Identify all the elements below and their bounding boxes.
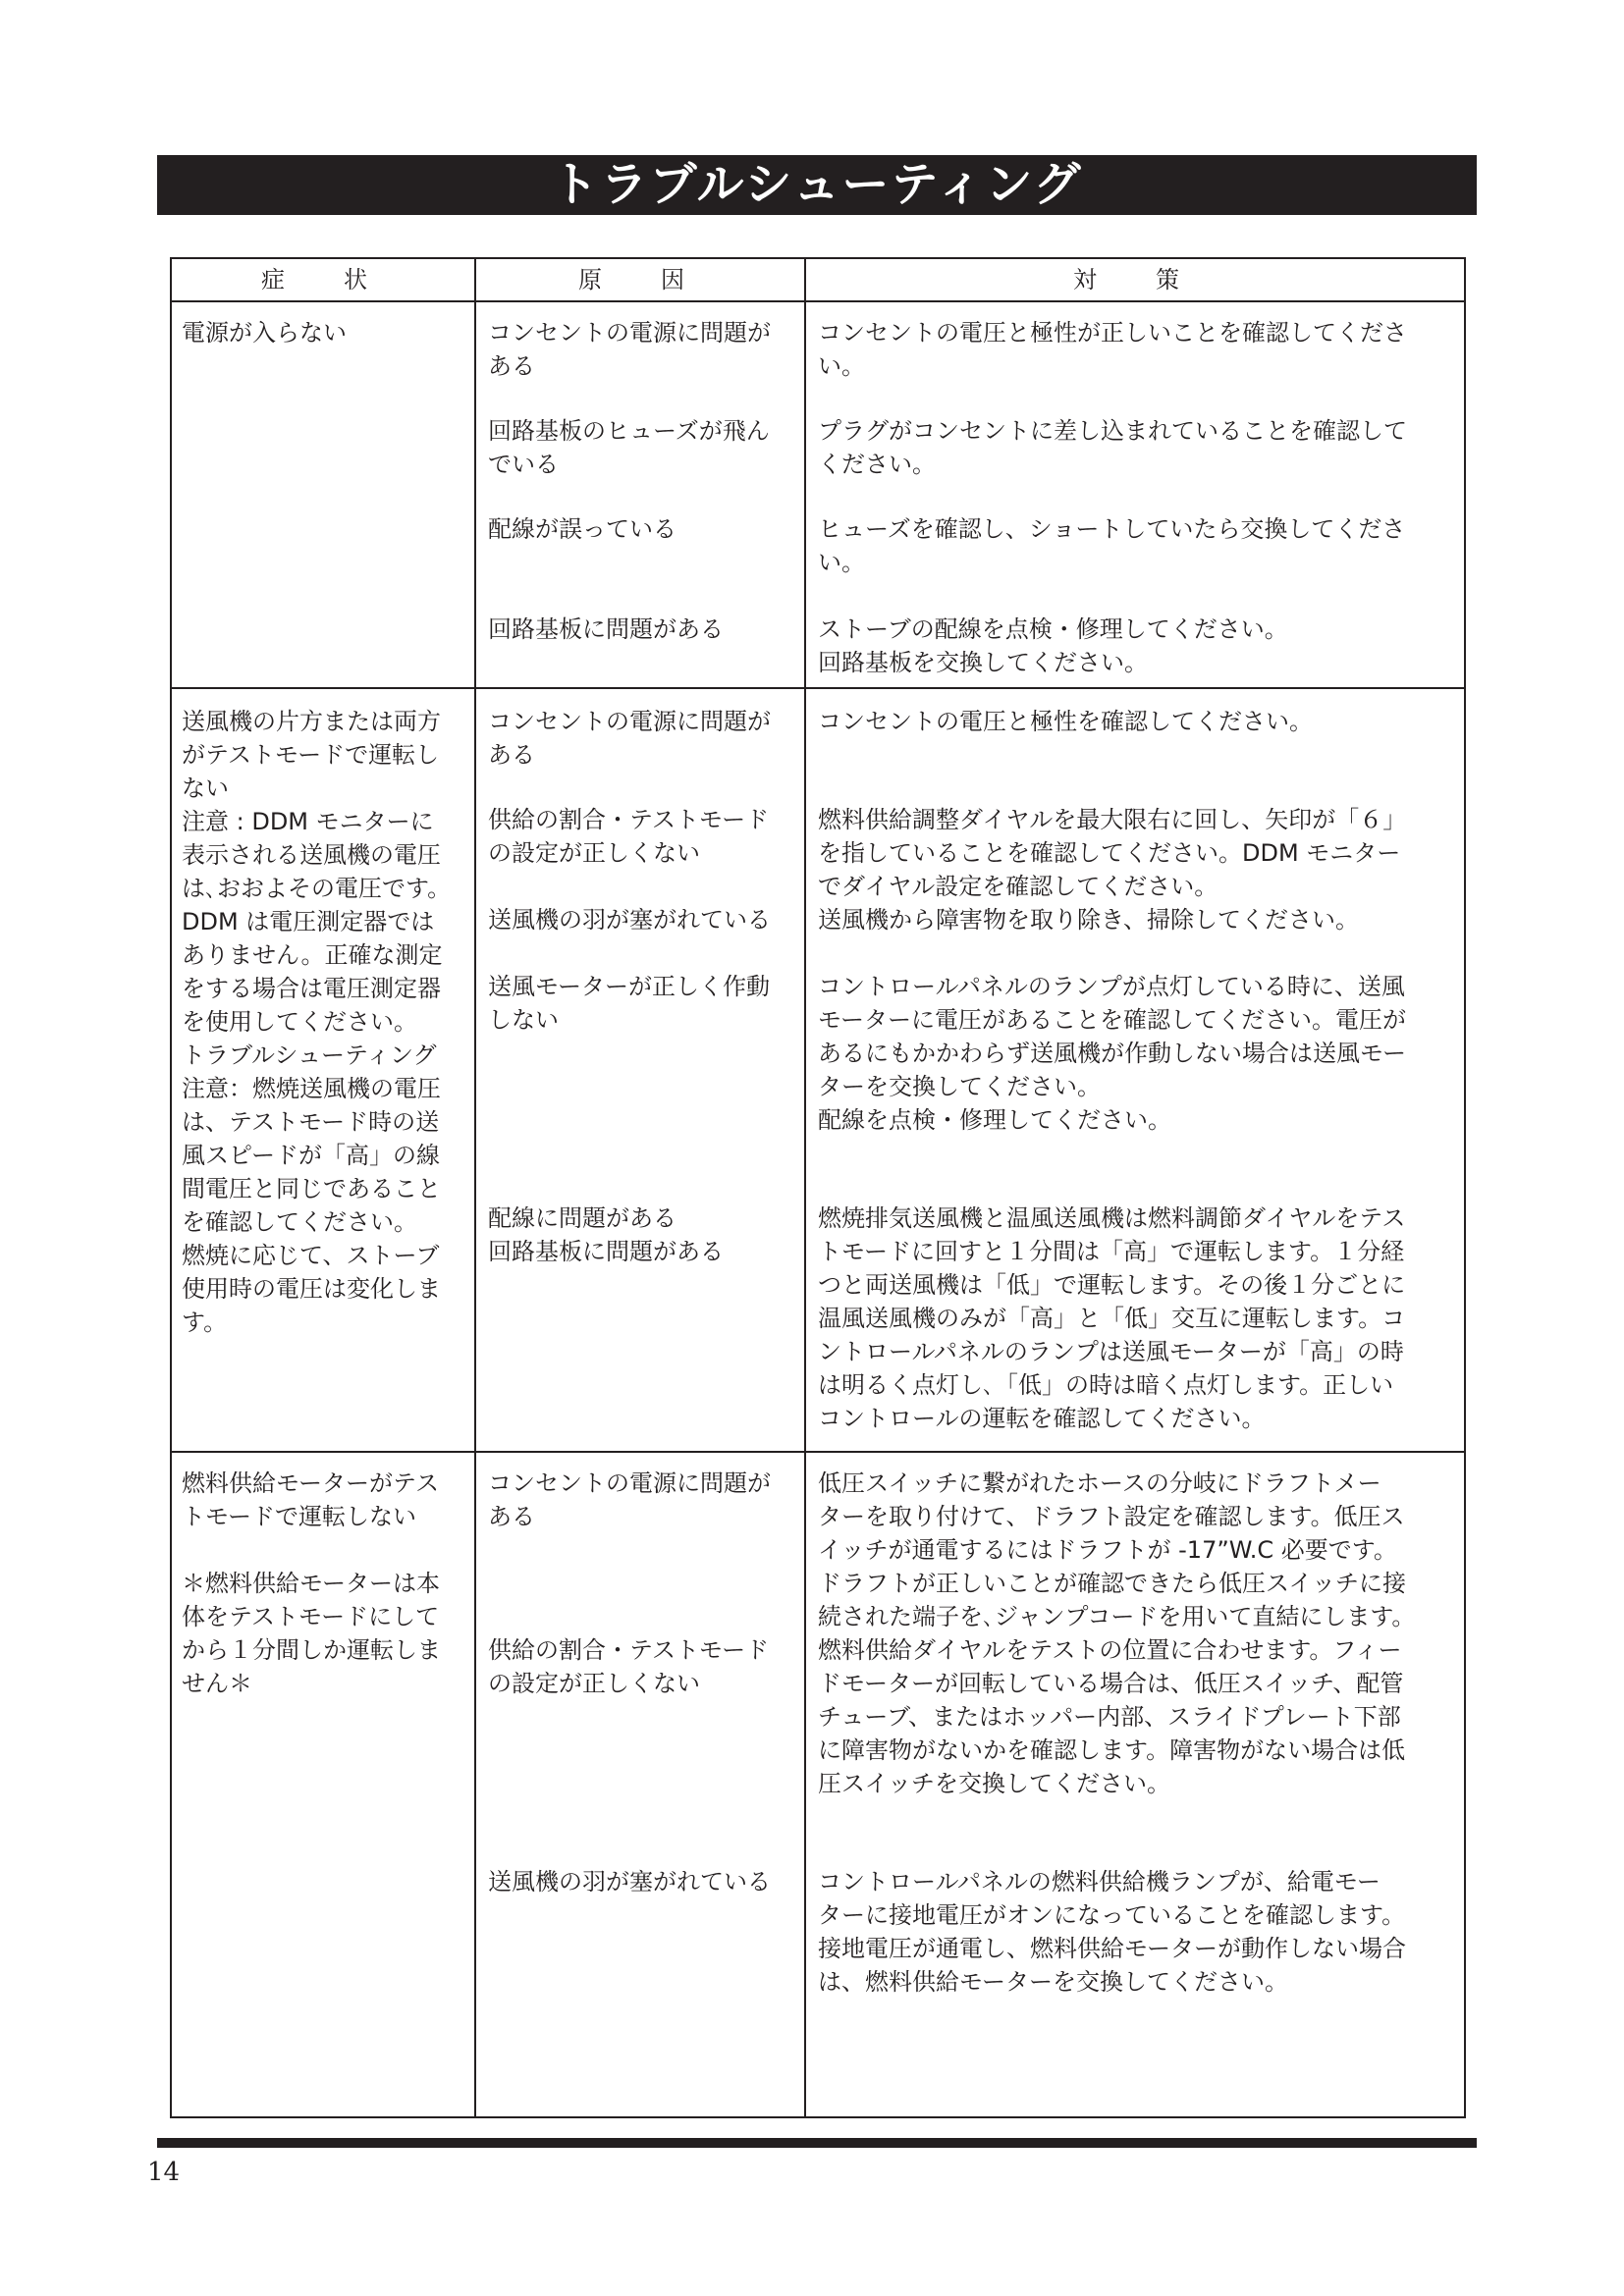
remedy-text: コントロールパネルのランプが点灯している時に、送風 モーターに電圧があることを確認してください。電圧が あるにもかかわらず送風機が作動しない場合は送風モー ターを交換してください。 配線を点検・修理してください。: [818, 973, 1407, 1134]
remedy-cell: [805, 1452, 1465, 2117]
table-header-row: [171, 258, 1465, 301]
cause-text: 回路基板のヒューズが飛ん でいる: [488, 417, 770, 478]
page-number: 14: [147, 2158, 181, 2187]
cause-cell: [475, 1452, 805, 2117]
cause-cell: [475, 688, 805, 1452]
remedy-cell: [805, 301, 1465, 688]
cause-cell: [475, 301, 805, 688]
footer-rule: [157, 2138, 1477, 2148]
cause-text: 送風機の羽が塞がれている: [488, 1868, 771, 1896]
remedy-text: 送風機から障害物を取り除き、掃除してください。: [818, 906, 1360, 934]
remedy-text: ストーブの配線を点検・修理してください。 回路基板を交換してください。: [818, 615, 1288, 676]
header-symptom: 症 状: [171, 258, 475, 301]
cause-text: 配線が誤っている: [488, 515, 677, 543]
remedy-cell: [805, 688, 1465, 1452]
cause-text: 供給の割合・テストモード の設定が正しくない: [488, 1636, 770, 1697]
remedy-text: 燃料供給調整ダイヤルを最大限右に回し、矢印が「６」 を指していることを確認してください。DDM モニター でダイヤル設定を確認してください。: [818, 806, 1407, 900]
symptom-text: 燃料供給モーターがテス トモードで運転しない ＊燃料供給モーターは本 体をテストモードにして から１分間しか運転しま せん＊: [182, 1469, 441, 1697]
remedy-text: 低圧スイッチに繋がれたホースの分岐にドラフトメー ターを取り付けて、ドラフト設定を確認します。低圧ス イッチが通電するにはドラフトが -17”W.C 必要です。 ドラフトが正しいことが確認できたら低圧スイッチに接 続された端子を､ジャンプコードを用いて直結にします。 燃料供給ダイヤルをテストの位置に合わせます。フィー ドモーターが回転している場合は、低圧スイッチ、配管 チューブ、またはホッパー内部、スライドプレート下部 に障害物がないかを確認します。障害物がない場合は低 圧スイッチを交換してください。: [818, 1469, 1416, 1797]
remedy-text: コンセントの電圧と極性を確認してください。: [818, 708, 1313, 735]
cause-text: 供給の割合・テストモード の設定が正しくない: [488, 806, 770, 867]
remedy-text: コンセントの電圧と極性が正しいことを確認してくださ い。: [818, 319, 1407, 380]
remedy-text: ヒューズを確認し、ショートしていたら交換してくださ い。: [818, 515, 1406, 576]
symptom-text: 送風機の片方または両方 がテストモードで運転し ない 注意 : DDM モニターに 表示される送風機の電圧 は､おおよその電圧です。 DDM は電圧測定器では ありません。正確な測定 をする場合は電圧測定器 を使用してください。 トラブルシューティング 注意：燃焼送風機の電圧 は、テストモード時の送 風スピードが「高」の線 間電圧と同じであること を確認してください。 燃焼に応じて、ストーブ 使用時の電圧は変化しま す。: [182, 708, 452, 1336]
cause-text: 回路基板に問題がある: [488, 615, 724, 643]
cause-text: 送風機の羽が塞がれている: [488, 906, 771, 934]
header-cause: 原 因: [475, 258, 805, 301]
header-remedy: 対 策: [805, 258, 1465, 301]
symptom-text: 電源が入らない: [182, 319, 347, 347]
cause-text: 送風モーターが正しく作動 しない: [488, 973, 771, 1034]
cause-text: コンセントの電源に問題が ある: [488, 708, 771, 769]
troubleshooting-table: [170, 257, 1466, 2118]
remedy-text: プラグがコンセントに差し込まれていることを確認して ください。: [818, 417, 1407, 478]
symptom-cell: [171, 301, 475, 688]
table-row: [171, 1452, 1465, 2117]
table-row: [171, 301, 1465, 688]
cause-text: 配線に問題がある 回路基板に問題がある: [488, 1204, 724, 1265]
symptom-cell: [171, 688, 475, 1452]
page-title: トラブルシューティング: [157, 155, 1477, 215]
remedy-text: 燃焼排気送風機と温風送風機は燃料調節ダイヤルをテス トモードに回すと１分間は「高」で運転します。１分経 つと両送風機は「低」で運転します。その後１分ごとに 温風送風機のみが「高」と「低」交互に運転します。コ ントロールパネルのランプは送風モーターが「高」の時 は明るく点灯し､「低」の時は暗く点灯します。正しい コントロールの運転を確認してください。: [818, 1204, 1406, 1432]
cause-text: コンセントの電源に問題が ある: [488, 1469, 771, 1530]
symptom-cell: [171, 1452, 475, 2117]
remedy-text: コントロールパネルの燃料供給機ランプが、給電モー ターに接地電圧がオンになっていることを確認します。 接地電圧が通電し、燃料供給モーターが動作しない場合 は、燃料供給モーターを交換してください。: [818, 1868, 1407, 1996]
cause-text: コンセントの電源に問題が ある: [488, 319, 771, 380]
table-row: [171, 688, 1465, 1452]
